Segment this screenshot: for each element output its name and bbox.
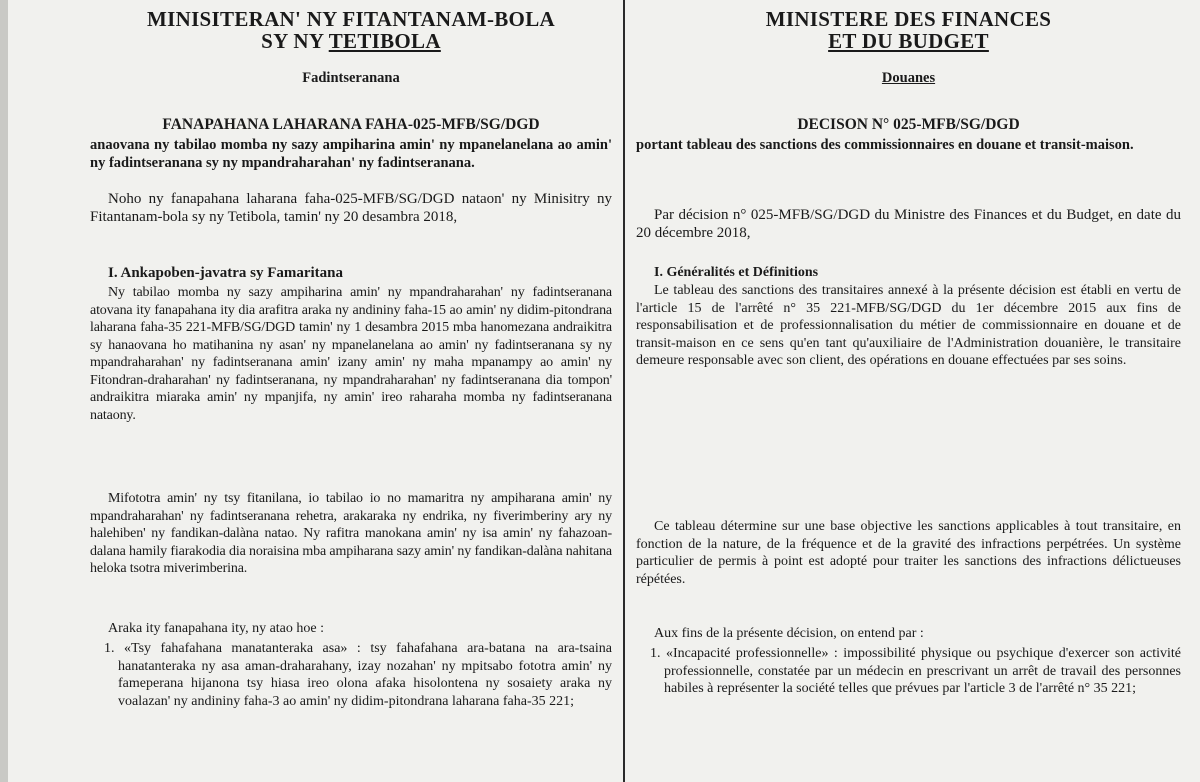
french-column [636,0,1181,696]
body-paragraph-2: Ce tableau détermine sur une base objective les sanctions applicables à tout transitaire, en fonction de la nature, de la fréquence et de la gravité des infractions perpétrées. Un système particulier de permis à point est adopté pour traiter les sanctions des infractions délictueuses répétées. [636,519,1181,587]
ministry-line-2: ET DU BUDGET [828,29,989,53]
decision-title: FANAPAHANA LAHARANA FAHA-025-MFB/SG/DGD [162,116,540,133]
decision-subtitle: anaovana ny tabilao momba ny sazy ampiharina amin' ny mpanelanelana ao amin' ny fadintseranana sy ny mpandraharahan' ny fadintseranana. [90,137,612,171]
body-paragraph-3: Araka ity fanapahana ity, ny atao hoe : [108,621,325,636]
body-paragraph-1: Ny tabilao momba ny sazy ampiharina amin' ny mpandraharahan' ny fadintseranana atovana ity fanapahana ity dia arafitra araka ny andininy faha-15 ao amin' ny didim-pitondrana laharana faha-35 221-MFB/SG/DGD tamin' ny 1 desambra 2015 mba hanomezana andraikitra sy hanaovana ho matihanina ny asan' ny mpanelanelana ao amin' ny fadintseranana sy ny mpandraharahan' ny fadintseranana amin' izany amin' ny maha mpanampy ao amin' ny Fitondran-draharahan' ny fadintseranana, ny mpandraharahan' ny fadintseranana dia tompon' andraikitra miaraka amin' ny mpanjifa, ny amin' ireo raharaha momba ny fadintseranana nataony. [90,285,612,423]
section-heading: I. Ankapoben-javatra sy Famaritana [108,265,344,281]
malagasy-column [90,0,612,709]
definition-item-1: 1. «Incapacité professionnelle» : impossibilité physique ou psychique d'exercer son activité professionnelle, constatée par un médecin en prescrivant un arrêt de travail des personnes habiles à représenter la société telles que prévues par l'article 3 de l'arrêté n° 35 221; [650,646,1181,696]
page-edge-shadow [0,0,8,782]
body-paragraph-2: Mifototra amin' ny tsy fitanilana, io tabilao io no mamaritra ny ampiharana amin' ny mpandraharahan' ny fadintseranana rehetra, arakaraka ny endrika, ny fiverimberiny ary ny halehiben' ny fandikan-dalàna natao. Ny rafitra manokana amin' ny isa amin' ny fahazoan-dalana hamily fiarakodia dia noraisina mba ampiharana sazy amin' ny fandikan-dalàna nahitana heloka tsotra miverimberina. [90,491,612,576]
definition-item-1: 1. «Tsy fahafahana manatanteraka asa» : tsy fahafahana ara-batana na ara-tsaina hanatanteraka ny asa aman-draharahany, izay nozahan' ny mpitsabo fototra amin' ny fameperana hijanona tsy hiasa ireo olona afaka hisolontena ny sosaiety araka ny voalazan' ny andininy faha-3 ao amin' ny didim-pitondrana laharana faha-35 221; [104,641,612,709]
column-divider [623,0,625,782]
ministry-name-fr [636,8,1181,52]
department-name: Douanes [881,70,936,86]
body-paragraph-3: Aux fins de la présente décision, on entend par : [654,626,924,641]
decision-title: DECISON N° 025-MFB/SG/DGD [797,116,1020,133]
ministry-line-2: SY NY TETIBOLA [261,29,441,53]
intro-paragraph: Noho ny fanapahana laharana faha-025-MFB/SG/DGD nataon' ny Minisitry ny Fitantanam-bola sy ny Tetibola, tamin' ny 20 desambra 2018, [90,191,612,226]
body-paragraph-1: Le tableau des sanctions des transitaires annexé à la présente décision est établi en vertu de l'article 15 de l'arrêté n° 35 221-MFB/SG/DGD du 1er décembre 2015 aux fins de responsabilisation et de professionnalisation du métier de commissionnaire en douane et de transit-maison en ce sens qu'en tant qu'auxiliaire de l'Administration douanière, le transitaire demeure responsable avec son client, des opérations en douane effectuées par ses soins. [636,283,1181,368]
ministry-line-1: MINISITERAN' NY FITANTANAM-BOLA [147,7,555,31]
ministry-name-mg [90,8,612,52]
department-name: Fadintseranana [302,70,400,86]
decision-subtitle: portant tableau des sanctions des commissionnaires en douane et transit-maison. [636,137,1134,153]
ministry-line-1: MINISTERE DES FINANCES [765,7,1052,31]
intro-paragraph: Par décision n° 025-MFB/SG/DGD du Ministre des Finances et du Budget, en date du 20 décembre 2018, [636,207,1181,242]
section-heading: I. Généralités et Définitions [654,265,819,280]
